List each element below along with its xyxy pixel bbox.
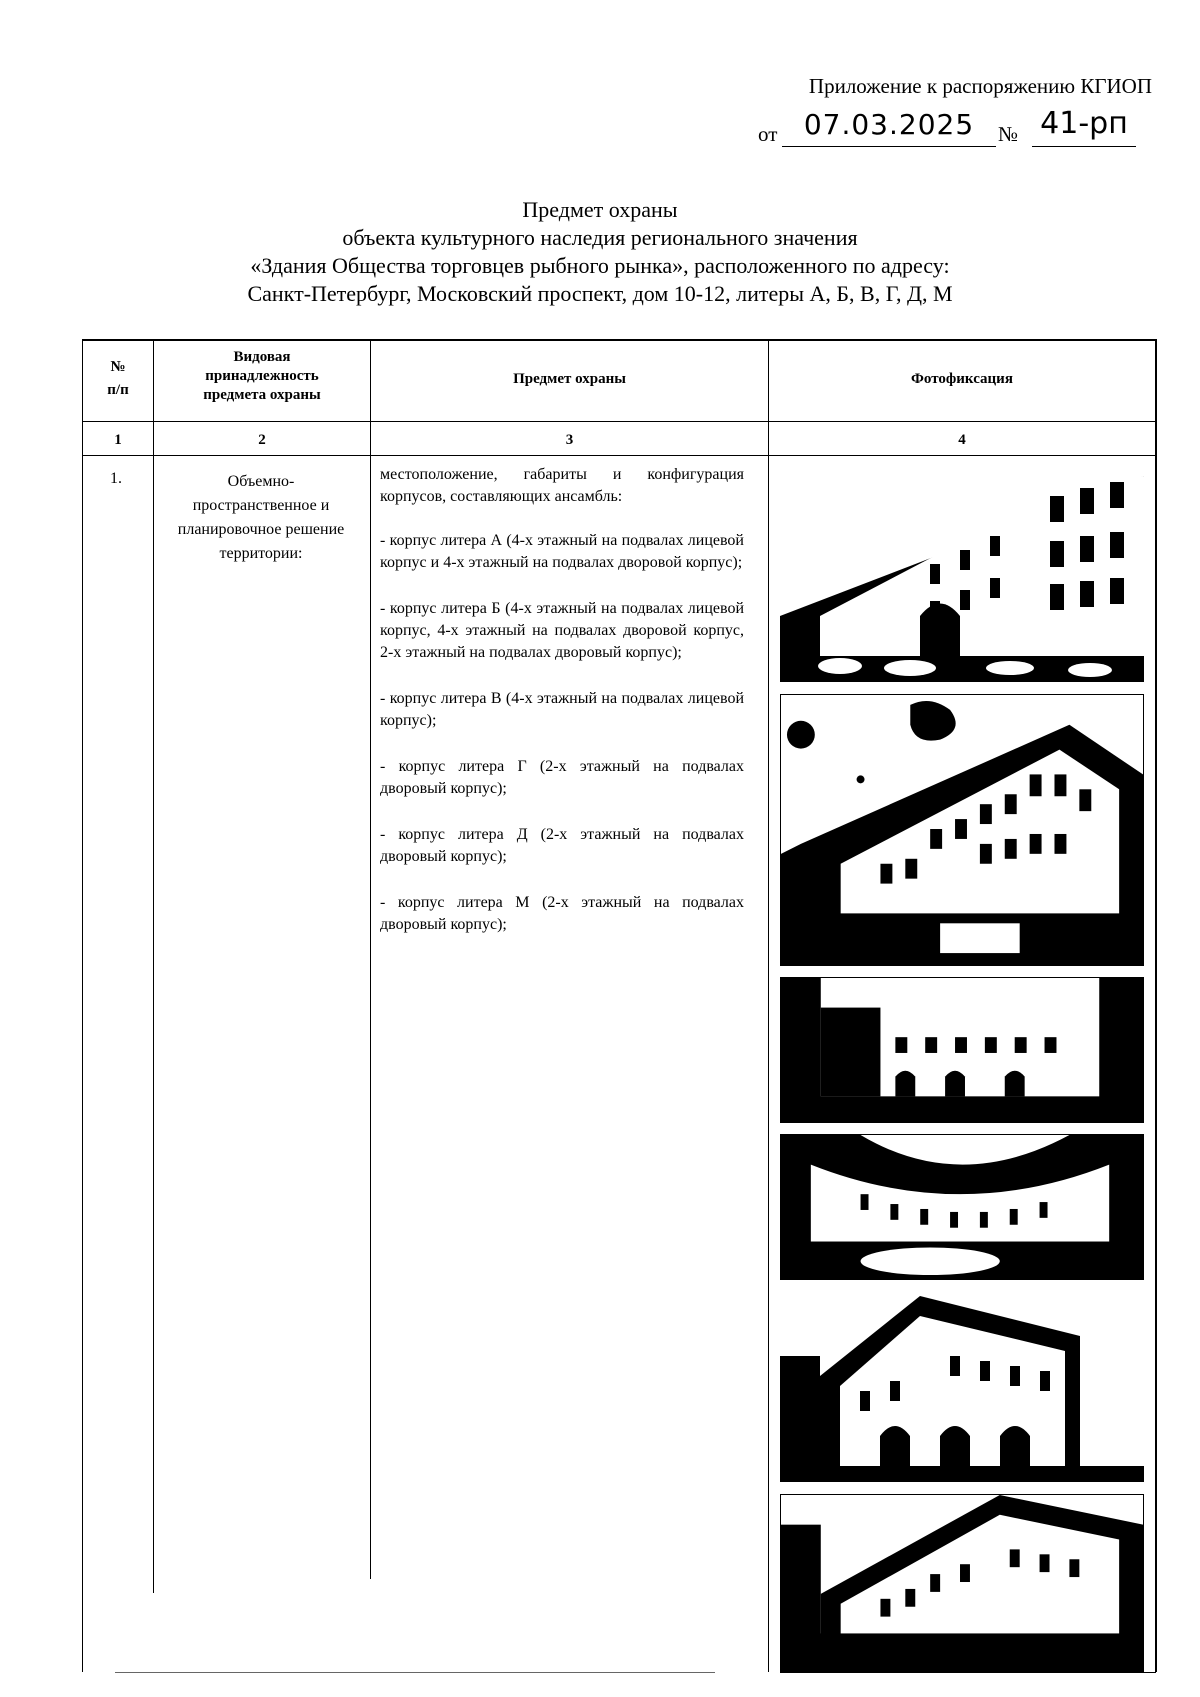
table-bottom-border-fragment [115, 1672, 715, 1673]
column-numbers-bottom-border [82, 455, 1156, 456]
photo-6-building-street-view [780, 1494, 1144, 1672]
header-col-category-line-1: Видовая [233, 349, 291, 365]
table-top-border [82, 339, 1156, 341]
subject-paragraph-litera-m: - корпус литера М (2-х этажный на подвалах дворовый корпус); [380, 894, 744, 933]
order-number: 41-рп [1040, 106, 1128, 141]
order-number-sign: № [998, 122, 1019, 146]
order-prefix: от [758, 122, 778, 146]
row-category-line-4: территории: [219, 545, 303, 562]
order-date: 07.03.2025 [803, 108, 975, 141]
column-border-right [1155, 339, 1157, 1672]
appendix-caption: Приложение к распоряжению КГИОП [808, 74, 1152, 98]
column-border-3-4 [768, 339, 769, 1672]
header-col-category [154, 348, 370, 405]
row-category-line-3: планировочное решение [177, 521, 345, 538]
header-col-category-line-2: принадлежность [205, 368, 319, 384]
photo-4-curved-courtyard [780, 1134, 1144, 1280]
header-col-number-line-1: № [110, 359, 126, 375]
subject-paragraph-litera-v: - корпус литера В (4-х этажный на подвалах лицевой корпус); [380, 690, 744, 729]
header-col-number-line-2: п/п [107, 382, 129, 398]
header-col-number [83, 358, 153, 400]
row-category-line-2: пространственное и [192, 497, 330, 514]
title-line-2: объекта культурного наследия регионального значения [342, 225, 858, 250]
subject-paragraph-litera-b: - корпус литера Б (4-х этажный на подвалах лицевой корпус, 4-х этажный на подвалах дворовой корпус, 2-х этажный на подвалах дворовый корпус); [380, 600, 744, 661]
header-col-subject: Предмет охраны [513, 371, 626, 387]
photo-3-two-storey-building [780, 977, 1144, 1123]
column-border-left [82, 339, 83, 1672]
subject-paragraph-litera-d: - корпус литера Д (2-х этажный на подвалах дворовый корпус); [380, 826, 744, 865]
order-number-underline [1032, 146, 1136, 147]
photo-2-courtyard-view [780, 694, 1144, 966]
row-category [154, 470, 368, 566]
document-title [0, 196, 1200, 308]
column-number-4: 4 [958, 432, 966, 448]
order-line [758, 108, 1138, 158]
header-col-category-line-3: предмета охраны [203, 387, 321, 403]
title-line-1: Предмет охраны [522, 197, 678, 222]
subject-paragraph-intro: местоположение, габариты и конфигурация корпусов, составляющих ансамбль: [380, 466, 744, 505]
header-col-photo: Фотофиксация [911, 371, 1013, 387]
photo-5-corner-building [780, 1296, 1144, 1482]
column-border-2-3 [370, 339, 371, 1579]
column-number-2: 2 [258, 432, 266, 448]
subject-paragraph-litera-g: - корпус литера Г (2-х этажный на подвалах дворовый корпус); [380, 758, 744, 797]
table-bottom-border [780, 1672, 1156, 1673]
subject-paragraph-litera-a: - корпус литера А (4-х этажный на подвалах лицевой корпус и 4-х этажный на подвалах дворовой корпус); [380, 532, 744, 571]
header-bottom-border [82, 421, 1156, 422]
photo-1-building-facade [780, 466, 1144, 682]
row-subject-text [380, 464, 744, 960]
column-number-3: 3 [565, 432, 574, 448]
title-line-3: «Здания Общества торговцев рыбного рынка», расположенного по адресу: [250, 253, 950, 278]
row-category-line-1: Объемно- [227, 473, 295, 490]
column-number-1: 1 [114, 432, 122, 448]
order-date-underline [782, 146, 996, 147]
title-line-4: Санкт-Петербург, Московский проспект, дом 10-12, литеры А, Б, В, Г, Д, М [247, 281, 953, 306]
row-number: 1. [110, 470, 122, 487]
